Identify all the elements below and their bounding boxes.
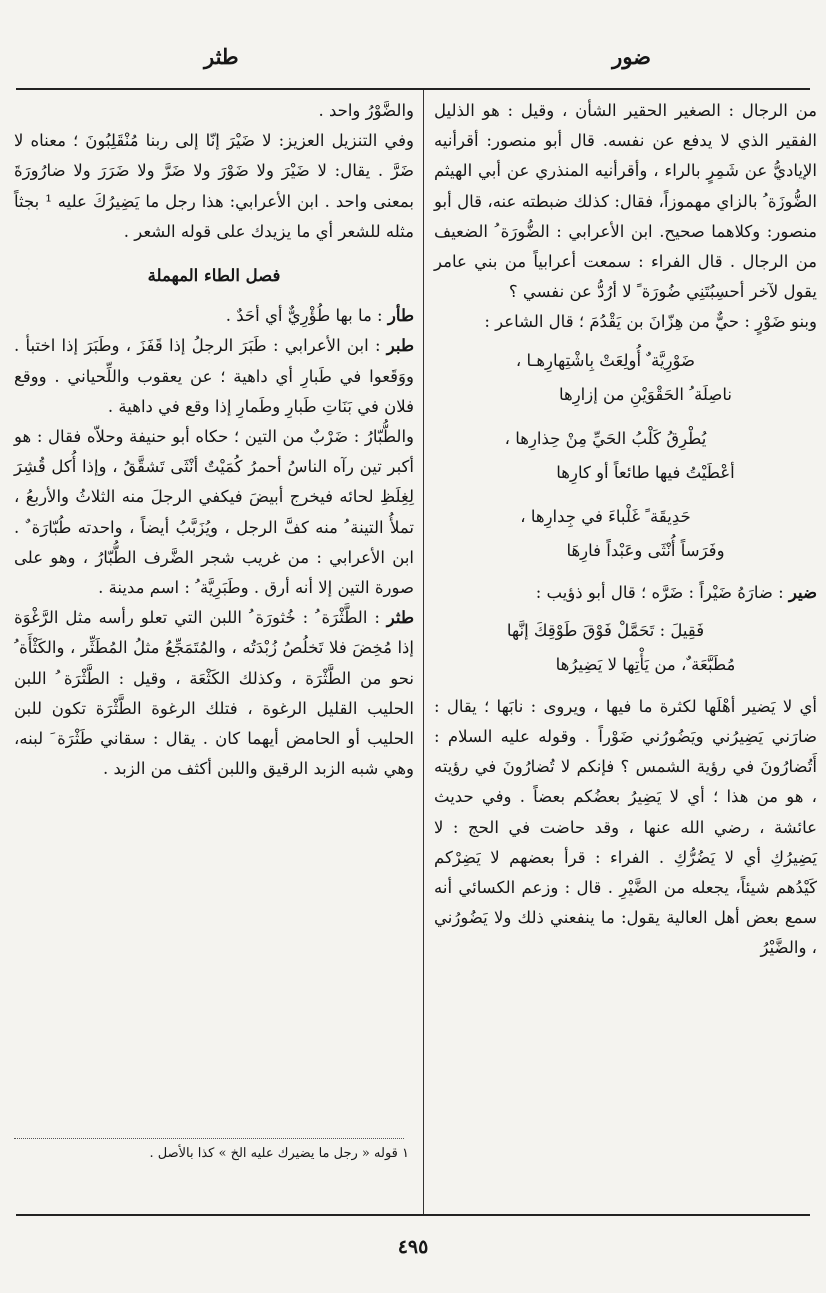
entry-headword: طأر [387,306,414,326]
verse-hemistich: ناصِلَة ُ الحَقْوَيْنِ من إزارِها [558,384,733,404]
footnote: ١ قوله « رجل ما يضيرك عليه الخ » كذا بالأصل . [149,1146,409,1161]
verse-hemistich: ضَوْرِيَّة ٌ أُولِعَتْ بِاشْتِهارِهـا ، [515,350,696,370]
paragraph: وفي التنزيل العزيز: لا ضَيْرَ إنّا إلى ربنا مُنْقَلِبُونَ ؛ معناه لا ضَرَّ . يقال: لا ضَيْرَ ولا ضَوْرَ ولا ضَرَّ ولا ضَرَرَ ولا ضارُورَةَ بمعنى واحد . ابن الأعرابي: هذا رجل ما يَضِيرُكَ عليه ¹ بجثاً مثله للشعر أي ما يزيدك على قوله الشعر . [14,131,414,241]
verse [434,614,817,682]
right-column [434,96,817,964]
section-heading: فصل الطاء المهملة [147,266,281,286]
left-running-header: طثر [204,44,239,69]
entry-headword: طثر [386,608,414,628]
entry-headword: طبر [386,336,414,356]
paragraph: والضَّوْرُ واحد . [318,101,414,120]
bottom-rule [16,1214,810,1216]
verse-hemistich: وفَرَساً أُنْثَى وعَبْداً فارِهَا [566,540,725,560]
verse-hemistich: مُطَبَّعَة ٌ، من يَأْتِها لا يَضِيرُها [555,654,736,674]
verse [434,422,817,490]
entry [14,331,414,422]
entry [14,603,414,784]
verse-hemistich: فَقِيلَ : تَحَمَّلْ فَوْقَ طَوْقِكَ إنَّها [506,620,705,640]
entry-text: : ضارَهُ ضَيْراً : ضَرَّه ؛ قال أبو ذؤيب : [535,582,789,602]
column-divider [423,90,424,1214]
entry-text: : ابن الأعرابي : طَبَرَ الرجلُ إذا قَفَزَ ، وطَبَرَ إذا اختبأ . ووَقَعوا في طَبارِ أي داهية ؛ عن يعقوب واللِّحياني . ووقع فلان في بَنَاتِ طَبارِ وطَمارِ إذا وقع في داهية . [14,336,414,416]
paragraph: من الرجال : الصغير الحقير الشأن ، وقيل : هو الذليل الفقير الذي لا يدفع عن نفسه. قال أبو منصور: أقرأنيه الإياديُّ عن شَمِرٍ بالراء ، وأقرأنيه المنذري عن أبي الهيثم الضُّوزَة ُ بالزاي مهموزاً، فقال: كذلك ضبطته عنه، قال أبو منصور: وكلاهما صحيح. ابن الأعرابي : الضُّورَة ُ الضعيف من الرجال . قال الفراء : سمعت أعرابياً من بني عامر يقول لآخر أحسِبُتَنِي ضُورَة ً لا أرُدُّ عن نفسي ؟ [434,101,817,302]
verse-hemistich: حَدِيقَة ً غَلْباءَ في جِدارِها ، [520,506,691,526]
entry-text: : الطَّثْرَة ُ : خُثورَة ُ اللبن التي تعلو رأسه مثل الرَّغْوَة إذا مُخِضَ فلا تَخلُصُ زُبْدَتُه ، والمُتَمَجِّعُ مثلُ المُطَثِّر ، والكَثْأَة ُ نحو من الطَّثْرَة ، وكذلك الكَثْعَة ، وقيل : الطَّثْرَة ُ اللبن الحليب القليل الرغوة ، فتلك الرغوة الطَّثْرَة تكون للبن الحليب أو الحامض أيهما كان . يقال : سقاني طَثْرَة َ لبنه، وهي شبه الزبد الرقيق واللبن أكثف من الزبد . [14,608,414,779]
verse-hemistich: يُطْرِقُ كَلْبُ الحَيِّ مِنْ حِذارِها ، [504,428,707,448]
top-rule [16,88,810,90]
entry-text: والطُّبّارُ : ضَرْبٌ من التين ؛ حكاه أبو حنيفة وحلاّه فقال : هو أكبر تين رآه الناسُ أحمرُ كُمَيْتٌ أنْثَى تَشقَّقُ ، وإذا أُكل قُشِرَ لِغِلَظِ لحائه فيخرج أبيضَ فيكفي الرجلَ منه الثلاثُ والأربعُ ، تملأُ التينة ُ منه كفَّ الرجل ، ويُزَبَّبُ أيضاً ، واحدته طُبّارَة ٌ . ابن الأعرابي : من غريب شجر الضَّرف الطُّبّارُ ، وهو على صورة التين إلا أنه أرق . وطَبَرِيَّة ُ : اسم مدينة . [14,427,414,598]
footnote-rule [14,1138,404,1139]
entry-text: : ما بها طُؤْرِيٌّ أي أحَدٌ . [225,306,388,326]
page-number: ٤٩٥ [397,1236,429,1258]
verse [434,500,817,568]
verse [434,344,817,412]
entry [434,578,817,608]
paragraph: وبنو ضَوْرٍ : حيٌّ من هِزّانَ بن يَقْدُمَ ؛ قال الشاعر : [484,312,817,332]
entry-headword: ضير [788,582,817,602]
right-running-header: ضور [612,44,651,69]
verse-hemistich: أعْطَيْتُ فيها طائعاً أو كارِها [556,462,735,482]
entry [14,301,414,331]
entry [14,422,414,603]
paragraph: أي لا يَضير أهْلَها لكثرة ما فيها ، ويروى : نابَها ؛ يقال : ضارَني يَضِيرُني ويَضُورُني ضَوْراً . وقوله عليه السلام : أَتُضارُونَ في رؤية الشمس ؟ فإنكم لا تُضارُونَ في رؤيته ، هو من هذا ؛ أي لا يَضِيرُ بعضُكم بعضاً . وفي حديث عائشة ، رضي الله عنها ، وقد حاضت في الحج : لا يَضِيرُكِ أي لا يَضُرُّكِ . الفراء : قرأ بعضهم لا يَضِرْكم كَيْدُهم شيئاً، يجعله من الضَّيْرِ . قال : وزعم الكسائي أنه سمع بعض أهل العالية يقول: ما ينفعني ذلك ولا يَضُورُني ، والضَّيْرُ [434,696,817,958]
left-column [14,96,414,1211]
